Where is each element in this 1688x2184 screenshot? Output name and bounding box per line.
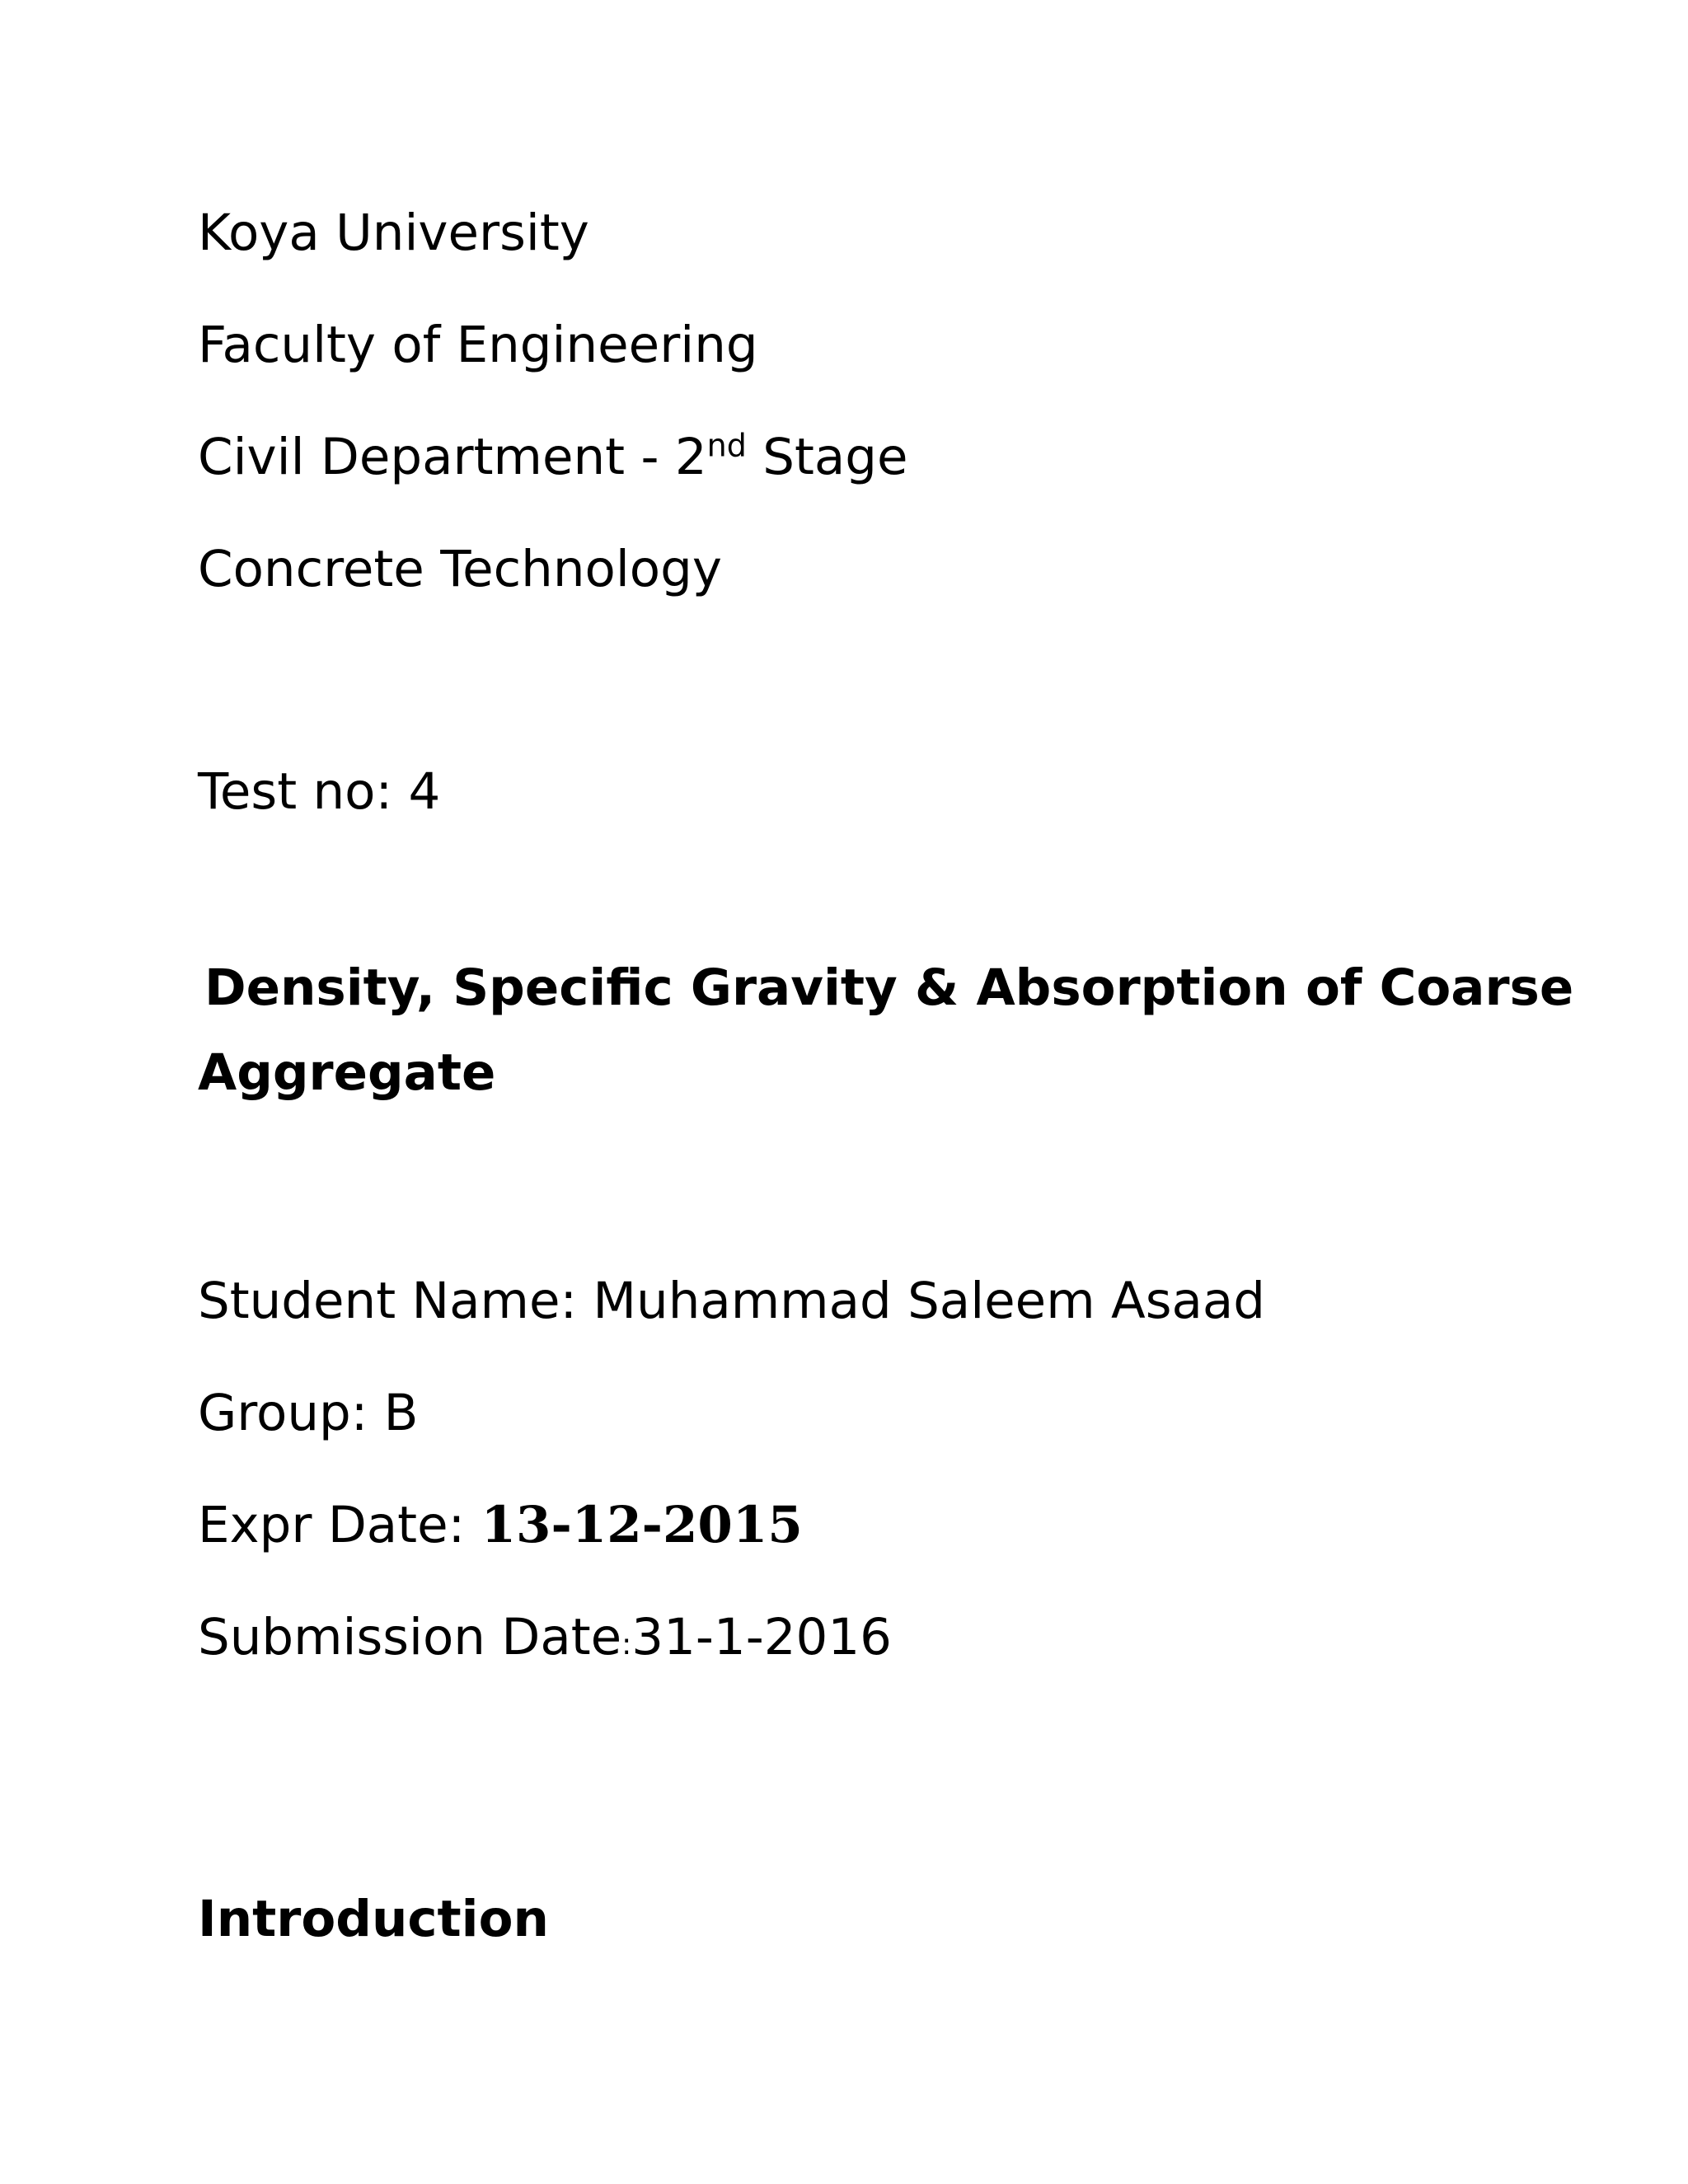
report-title-line-2: Aggregate bbox=[198, 1043, 496, 1102]
submission-date bbox=[198, 1608, 892, 1675]
stage-ordinal-suffix: nd bbox=[706, 427, 747, 464]
submission-date-label: Submission Date bbox=[198, 1608, 622, 1666]
experiment-date-label: Expr Date: bbox=[198, 1496, 481, 1554]
experiment-date bbox=[198, 1496, 803, 1555]
department-prefix: Civil Department - 2 bbox=[198, 428, 707, 486]
student-group: Group: B bbox=[198, 1384, 419, 1442]
submission-date-colon: : bbox=[621, 1628, 632, 1661]
section-heading-introduction: Introduction bbox=[198, 1890, 549, 1948]
submission-date-value: 31-1-2016 bbox=[631, 1608, 892, 1666]
department-stage bbox=[198, 428, 908, 487]
test-number: Test no: 4 bbox=[198, 762, 441, 821]
report-title-line-1: Density, Specific Gravity & Absorption of Coarse bbox=[204, 958, 1574, 1017]
experiment-date-value: 13-12-2015 bbox=[481, 1496, 803, 1554]
faculty-name: Faculty of Engineering bbox=[198, 316, 758, 374]
student-name: Student Name: Muhammad Saleem Asaad bbox=[198, 1272, 1265, 1330]
department-suffix: Stage bbox=[746, 428, 908, 486]
university-name: Koya University bbox=[198, 204, 589, 262]
course-name: Concrete Technology bbox=[198, 540, 722, 598]
